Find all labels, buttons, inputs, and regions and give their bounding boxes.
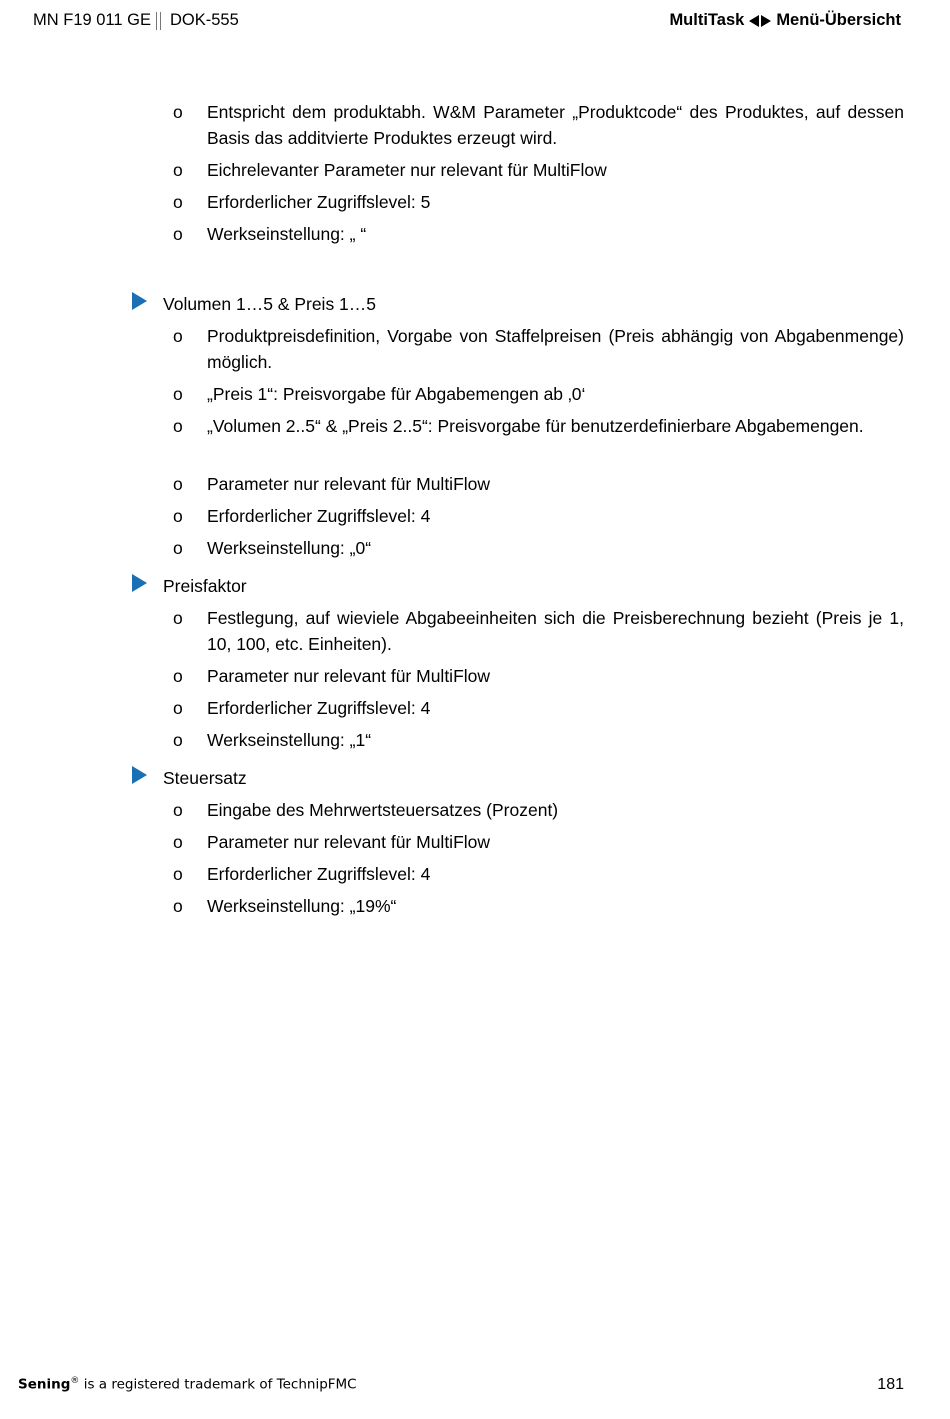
list-item: „Preis 1“: Preisvorgabe für Abgabemengen ab ‚0‘ — [207, 384, 586, 404]
header-separator — [156, 12, 162, 30]
bullet-icon: o — [173, 730, 183, 750]
list-item: Festlegung, auf wieviele Abgabeeinheiten sich die Preisberechnung bezieht (Preis je 1, 10, 100, etc. Einheiten). — [207, 608, 904, 654]
doc-number: DOK-555 — [170, 11, 239, 29]
product-name: MultiTask — [669, 11, 745, 29]
triangle-right-icon — [761, 15, 771, 27]
bullet-icon: o — [173, 224, 183, 244]
list-item: Erforderlicher Zugriffslevel: 4 — [207, 864, 431, 884]
list-item: Entspricht dem produktabh. W&M Parameter „Produktcode“ des Produktes, auf dessen Basis das additvierte Produktes erzeugt wird. — [207, 102, 904, 148]
nav-arrows-icon — [749, 15, 771, 27]
bullet-icon: o — [173, 102, 183, 122]
list-item: Werkseinstellung: „19%“ — [207, 896, 397, 916]
section-title: Steuersatz — [163, 768, 247, 788]
section-name: Menü-Übersicht — [776, 11, 901, 29]
bullet-icon: o — [173, 832, 183, 852]
bullet-icon: o — [173, 506, 183, 526]
registered-mark: ® — [70, 1376, 80, 1386]
list-item: Werkseinstellung: „ “ — [207, 224, 367, 244]
list-item: „Volumen 2..5“ & „Preis 2..5“: Preisvorgabe für benutzerdefinierbare Abgabemengen. — [207, 416, 864, 436]
list-item: Parameter nur relevant für MultiFlow — [207, 832, 491, 852]
list-item: Parameter nur relevant für MultiFlow — [207, 474, 491, 494]
section-title: Preisfaktor — [163, 576, 247, 596]
list-item: Eingabe des Mehrwertsteuersatzes (Prozent) — [207, 800, 559, 820]
bullet-icon: o — [173, 160, 183, 180]
list-item: Erforderlicher Zugriffslevel: 5 — [207, 192, 431, 212]
bullet-icon: o — [173, 384, 183, 404]
bullet-icon: o — [173, 326, 183, 346]
list-item: Erforderlicher Zugriffslevel: 4 — [207, 698, 431, 718]
page-number: 181 — [877, 1376, 904, 1393]
triangle-left-icon — [749, 15, 759, 27]
list-item: Eichrelevanter Parameter nur relevant für MultiFlow — [207, 160, 607, 180]
bullet-icon: o — [173, 800, 183, 820]
bullet-icon: o — [173, 896, 183, 916]
header-doc-id — [33, 11, 239, 30]
footer-brand: Sening — [18, 1376, 71, 1393]
section-arrow-icon — [132, 766, 147, 784]
list-item: Produktpreisdefinition, Vorgabe von Staffelpreisen (Preis abhängig von Abgabenmenge) möglich. — [207, 326, 904, 372]
bullet-icon: o — [173, 698, 183, 718]
list-item: Werkseinstellung: „1“ — [207, 730, 372, 750]
list-item: Parameter nur relevant für MultiFlow — [207, 666, 491, 686]
bullet-icon: o — [173, 192, 183, 212]
bullet-icon: o — [173, 538, 183, 558]
bullet-icon: o — [173, 864, 183, 884]
header-breadcrumb — [669, 11, 901, 30]
section-arrow-icon — [132, 574, 147, 592]
doc-code: MN F19 011 GE — [33, 11, 151, 29]
footer-trademark — [18, 1376, 357, 1393]
bullet-icon: o — [173, 608, 183, 628]
footer-trademark-text: is a registered trademark of TechnipFMC — [79, 1376, 357, 1393]
bullet-icon: o — [173, 474, 183, 494]
section-arrow-icon — [132, 292, 147, 310]
bullet-icon: o — [173, 666, 183, 686]
list-item: Werkseinstellung: „0“ — [207, 538, 372, 558]
section-title: Volumen 1…5 & Preis 1…5 — [163, 294, 377, 314]
list-item: Erforderlicher Zugriffslevel: 4 — [207, 506, 431, 526]
bullet-icon: o — [173, 416, 183, 436]
